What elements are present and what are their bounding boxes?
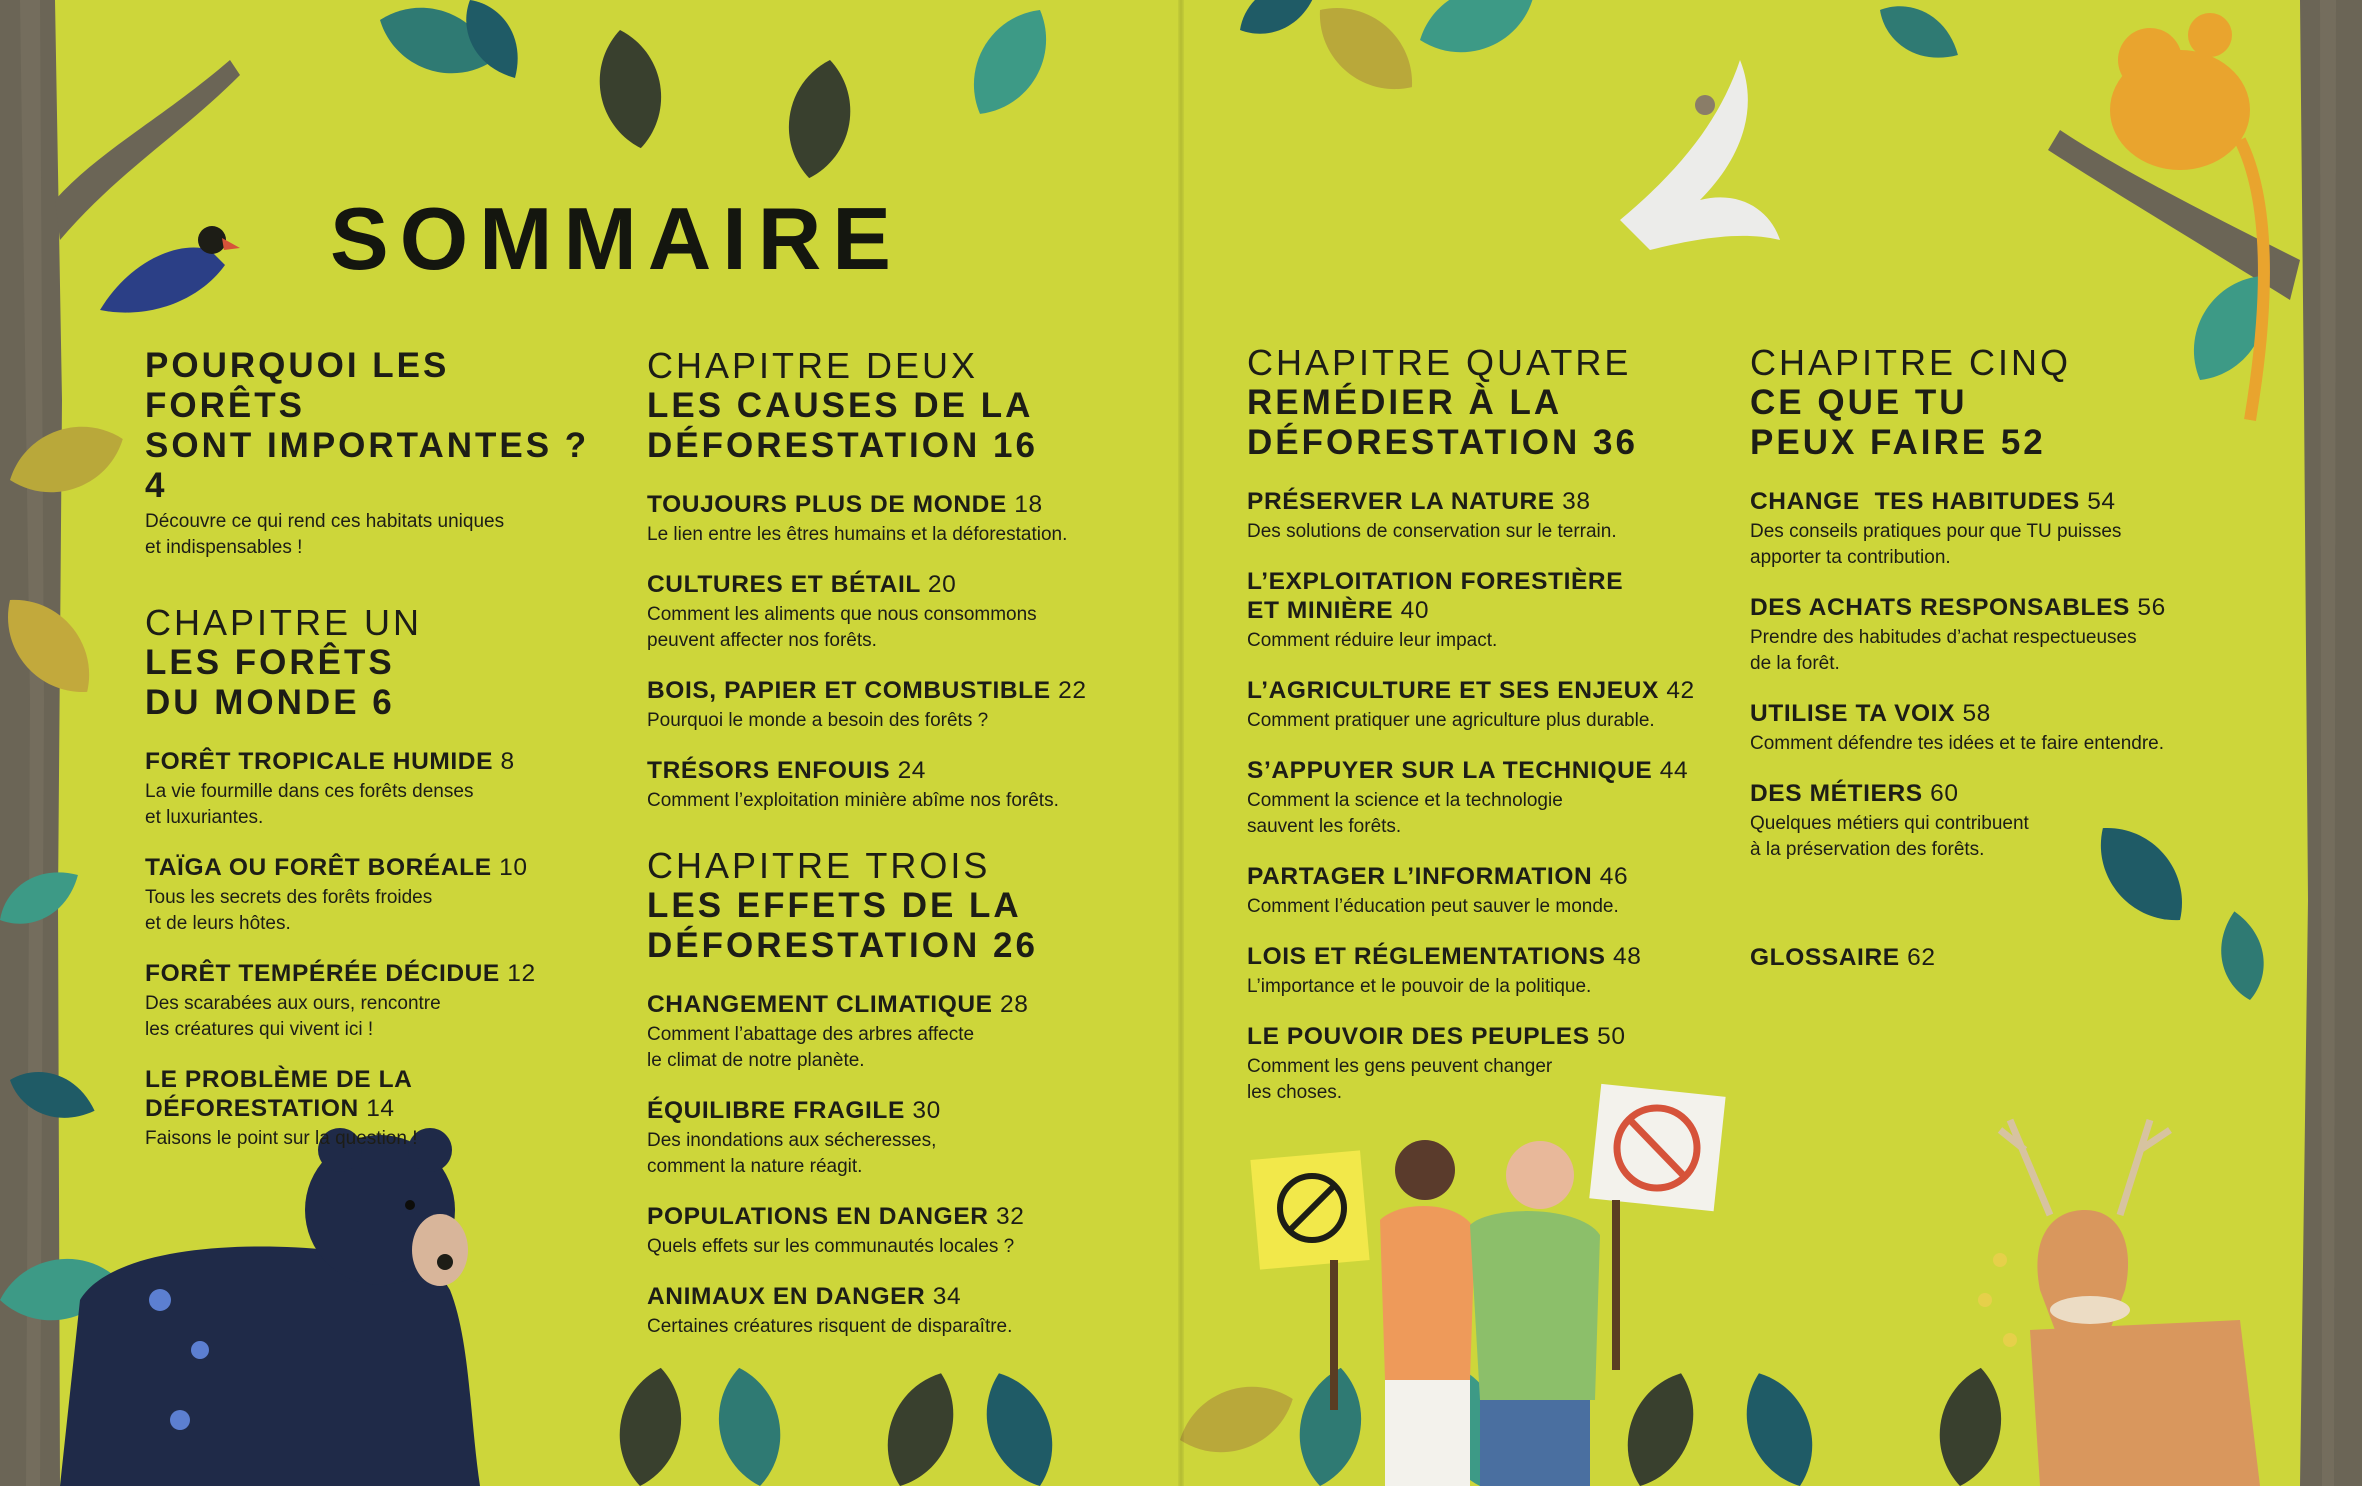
- deer-icon: [2000, 1120, 2260, 1486]
- toc-entry[interactable]: TRÉSORS ENFOUIS 24 Comment l’exploitation minière abîme nos forêts.: [647, 757, 1059, 811]
- toc-entry[interactable]: FORÊT TROPICALE HUMIDE 8 La vie fourmille dans ces forêts denses et luxuriantes.: [145, 748, 515, 828]
- toc-entry[interactable]: DES MÉTIERS 60 Quelques métiers qui contribuent à la préservation des forêts.: [1750, 780, 2029, 860]
- intro-desc: Découvre ce qui rend ces habitats uniques et indispensables !: [145, 511, 505, 558]
- toc-entry[interactable]: L’EXPLOITATION FORESTIÈRE ET MINIÈRE 40 Comment réduire leur impact.: [1247, 568, 1624, 651]
- chapter-1[interactable]: [145, 603, 615, 1152]
- chapter-title: LES FORÊTS DU MONDE 6: [145, 643, 395, 722]
- bottom-foliage-icon: [610, 1363, 2010, 1486]
- chapter-5[interactable]: [1750, 343, 2210, 972]
- chapter-title: CE QUE TU PEUX FAIRE 52: [1750, 383, 2046, 462]
- bird-of-prey-icon: [1620, 60, 1780, 250]
- woodpecker-icon: [100, 226, 240, 313]
- chapter-2[interactable]: [647, 346, 1147, 814]
- column-4: [1750, 343, 2210, 972]
- toc-entry[interactable]: UTILISE TA VOIX 58 Comment défendre tes idées et te faire entendre.: [1750, 700, 2165, 754]
- intro-title: POURQUOI LES FORÊTS SONT IMPORTANTES ? 4: [145, 346, 590, 505]
- toc-entry[interactable]: PRÉSERVER LA NATURE 38 Des solutions de conservation sur le terrain.: [1247, 488, 1617, 542]
- toc-entry[interactable]: CULTURES ET BÉTAIL 20 Comment les aliments que nous consommons peuvent affecter nos forêts.: [647, 571, 1037, 651]
- toc-entry[interactable]: TOUJOURS PLUS DE MONDE 18 Le lien entre les êtres humains et la déforestation.: [647, 491, 1068, 545]
- toc-entry[interactable]: CHANGE TES HABITUDES 54 Des conseils pratiques pour que TU puisses apporter ta contribution.: [1750, 488, 2122, 568]
- toc-entry[interactable]: LOIS ET RÉGLEMENTATIONS 48 L’importance et le pouvoir de la politique.: [1247, 943, 1642, 997]
- toc-entry[interactable]: LE PROBLÈME DE LA DÉFORESTATION 14 Faisons le point sur la question !: [145, 1066, 418, 1149]
- toc-entry[interactable]: DES ACHATS RESPONSABLES 56 Prendre des habitudes d’achat respectueuses de la forêt.: [1750, 594, 2166, 674]
- chapter-3[interactable]: [647, 846, 1147, 1340]
- toc-entry[interactable]: L’AGRICULTURE ET SES ENJEUX 42 Comment pratiquer une agriculture plus durable.: [1247, 677, 1695, 731]
- chapter-label: CHAPITRE TROIS: [647, 845, 991, 886]
- page-title: SOMMAIRE: [330, 189, 902, 288]
- glossary-entry[interactable]: GLOSSAIRE 62: [1750, 944, 1936, 971]
- toc-entry[interactable]: ANIMAUX EN DANGER 34 Certaines créatures risquent de disparaître.: [647, 1283, 1013, 1337]
- column-2: [647, 346, 1147, 1362]
- chapter-label: CHAPITRE DEUX: [647, 345, 979, 386]
- toc-entry[interactable]: LE POUVOIR DES PEUPLES 50 Comment les gens peuvent changer les choses.: [1247, 1023, 1626, 1103]
- toc-entry[interactable]: PARTAGER L’INFORMATION 46 Comment l’éducation peut sauver le monde.: [1247, 863, 1629, 917]
- column-3: [1247, 343, 1747, 1128]
- chapter-label: CHAPITRE UN: [145, 602, 423, 643]
- chapter-label: CHAPITRE QUATRE: [1247, 342, 1632, 383]
- chapter-4[interactable]: [1247, 343, 1747, 1106]
- page-gutter: [1178, 0, 1184, 1486]
- toc-entry[interactable]: ÉQUILIBRE FRAGILE 30 Des inondations aux sécheresses, comment la nature réagit.: [647, 1097, 941, 1177]
- toc-entry[interactable]: CHANGEMENT CLIMATIQUE 28 Comment l’abattage des arbres affecte le climat de notre planète.: [647, 991, 1029, 1071]
- toc-entry[interactable]: S’APPUYER SUR LA TECHNIQUE 44 Comment la science et la technologie sauvent les forêts.: [1247, 757, 1689, 837]
- chapter-label: CHAPITRE CINQ: [1750, 342, 2072, 383]
- column-1: [145, 346, 615, 1174]
- toc-entry[interactable]: BOIS, PAPIER ET COMBUSTIBLE 22 Pourquoi le monde a besoin des forêts ?: [647, 677, 1087, 731]
- bear-icon: [60, 1128, 480, 1486]
- chapter-title: LES EFFETS DE LA DÉFORESTATION 26: [647, 886, 1038, 965]
- toc-entry[interactable]: TAÏGA OU FORÊT BORÉALE 10 Tous les secrets des forêts froides et de leurs hôtes.: [145, 854, 528, 934]
- toc-entry[interactable]: POPULATIONS EN DANGER 32 Quels effets sur les communautés locales ?: [647, 1203, 1025, 1257]
- intro-section[interactable]: [145, 346, 615, 561]
- toc-entry[interactable]: FORÊT TEMPÉRÉE DÉCIDUE 12 Des scarabées aux ours, rencontre les créatures qui vivent ici !: [145, 960, 536, 1040]
- chapter-title: LES CAUSES DE LA DÉFORESTATION 16: [647, 386, 1038, 465]
- chapter-title: REMÉDIER À LA DÉFORESTATION 36: [1247, 383, 1638, 462]
